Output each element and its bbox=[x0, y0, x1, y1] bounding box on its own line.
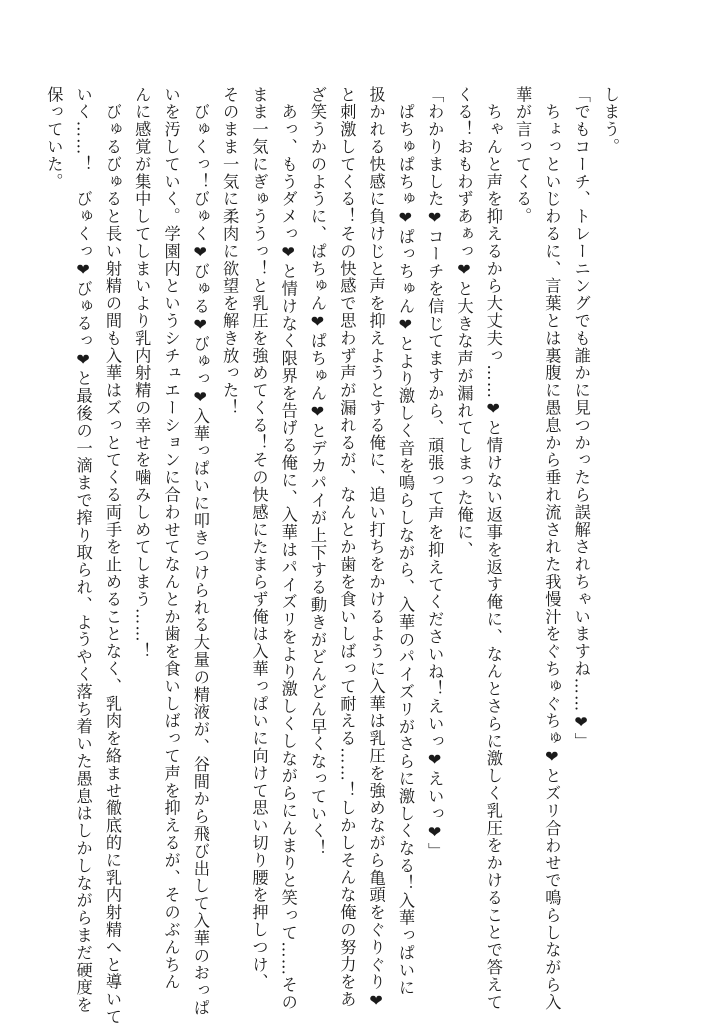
text-line: 「わかりました❤コーチを信じてますから、頑張って声を抑えてくださいね！えいっ❤えいっ❤」 bbox=[425, 86, 445, 860]
text-line: んに感覚が集中してしまいより乳内射精の幸せを噛みしめてしまう……！ bbox=[132, 86, 152, 661]
text-line: ぱちゅぱちゅ❤ぱっちゅん❤とより激しく音を鳴らしながら、入華のパイズリがさらに激しくなる！入華っぱいに bbox=[395, 86, 415, 997]
text-line: そのまま一気に柔肉に欲望を解き放った！ bbox=[220, 86, 240, 417]
text-line: びゅるびゅると長い射精の間も入華はズっとてくる両手を止めることなく、乳肉を絡ませ徹底的に乳内射精へと導いて bbox=[102, 86, 122, 1026]
text-line: ちゃんと声を抑えるから大丈夫っ……❤と情けない返事を返す俺に、なんとさらに激しく乳圧をかけることで答えて bbox=[483, 86, 503, 1011]
text-line: いを汚していく。学園内というシチュエーションに合わせてなんとか歯を食いしばって声を抑えるが、そのぶんちん bbox=[161, 86, 181, 991]
text-line: 華が言ってくる。 bbox=[513, 86, 533, 226]
text-line: しまう。 bbox=[601, 86, 620, 156]
text-line: びゅくっ！びゅく❤びゅる❤びゅっ❤入華っぱいに叩きつけられる大量の精液が、谷間から飛び出して入華のおっぱ bbox=[190, 86, 210, 1017]
text-line: くる！おもわずあぁっ❤と大きな声が漏れてしまった俺に、 bbox=[454, 86, 474, 559]
text-line: 「でもコーチ、トレーニングでも誰かに見つかったら誤解されちゃいますね……❤」 bbox=[571, 86, 591, 750]
text-line: いく……！ びゅくっ❤びゅるっ❤と最後の一滴まで搾り取られ、ようやく落ち着いた愚息はしかしながらまだ硬度を bbox=[73, 86, 93, 1014]
text-line: ざ笑うかのように、ぱちゅん❤ぱちゅん❤とデカパイが上下する動きがどんどん早くなっていく！ bbox=[308, 86, 328, 858]
text-line: まま一気にぎゅううっ！と乳圧を強めてくる！その快感にたまらず俺は入華っぱいに向けて思い切り腰を押しつけ、 bbox=[249, 86, 269, 991]
vertical-text-block bbox=[25, 86, 625, 1026]
text-line: あっ、もうダメっ❤と情けなく限界を告げる俺に、入華はパイズリをより激しくしながらにんまりと笑って……その bbox=[278, 86, 298, 1011]
text-line: 扱かれる快感に負けじと声を抑えようとする俺に、追い打ちをかけるように入華は乳圧を強めながら亀頭をぐりぐり❤ bbox=[366, 86, 386, 1011]
text-line: と刺激してくる！その快感で思わず声が漏れるが、なんとか歯を食いしばって耐える……！しかしそんな俺の努力をあ bbox=[337, 86, 357, 1009]
text-line: 保っていた。 bbox=[44, 86, 64, 191]
text-line: ちょっといじわるに、言葉とは裏腹に愚息から垂れ流された我慢汁をぐちゅぐちゅ❤とズリ合わせで鳴らしながら入 bbox=[542, 86, 562, 1011]
